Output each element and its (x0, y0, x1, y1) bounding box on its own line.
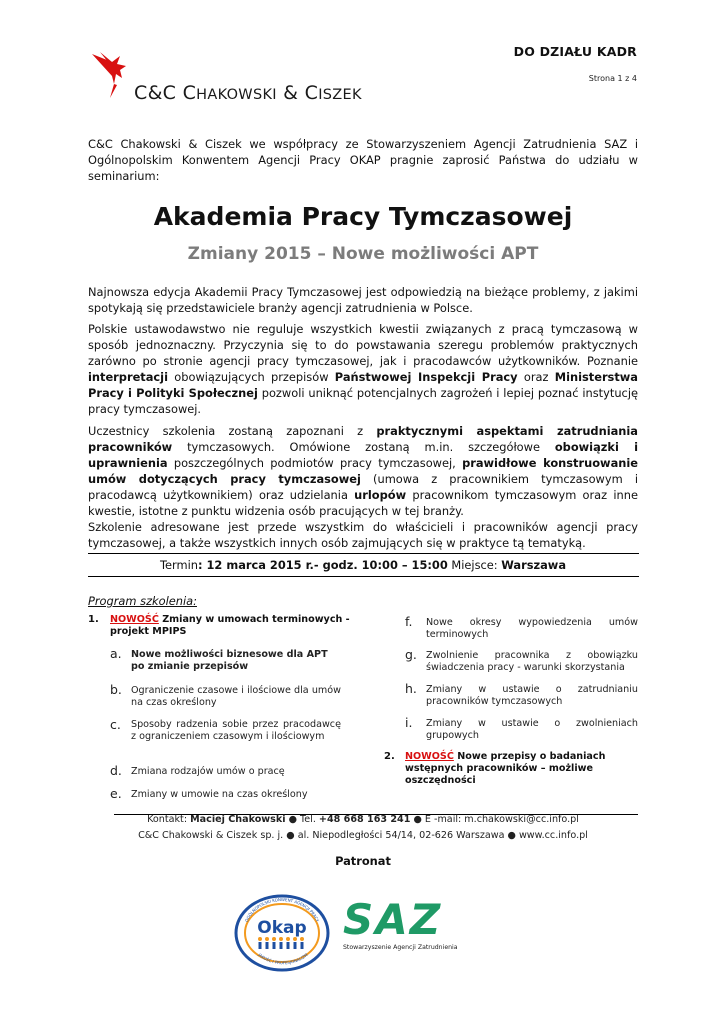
paragraph-1: Najnowsza edycja Akademii Pracy Tymczasowej jest odpowiedzią na bieżące problemy, z jakimi spotykają się przedstawiciele branży agencji zatrudnienia w Polsce. (88, 285, 638, 315)
program-item-number: 2. (384, 751, 395, 762)
sub-letter: a. (110, 646, 122, 661)
okap-logo-text: Okap (257, 918, 307, 938)
saz-logo-text: SAZ (343, 895, 443, 944)
sub-letter: d. (110, 763, 122, 778)
sub-letter: c. (110, 717, 121, 732)
sub-letter: h. (405, 681, 417, 696)
sub-letter: f. (405, 614, 413, 629)
sub-letter: g. (405, 647, 417, 662)
saz-logo-subtitle: Stowarzyszenie Agencji Zatrudnienia (343, 944, 458, 951)
sub-item-e: Zmiany w umowie na czas określony (131, 789, 308, 800)
sub-letter: i. (405, 715, 413, 730)
patronage-label: Patronat (335, 854, 391, 868)
sub-item-i: Zmiany w ustawie o zwolnieniach grupowych (426, 718, 638, 741)
intro-paragraph: C&C Chakowski & Ciszek we współpracy ze Stowarzyszeniem Agencji Zatrudnienia SAZ i Ogólnopolskim Konwentem Agencji Pracy OKAP pragnie zaprosić Państwa do udziału w seminarium: (88, 137, 638, 183)
contact-line-2: C&C Chakowski & Ciszek sp. j. ● al. Niepodległości 54/14, 02-626 Warszawa ● www.cc.info.pl (138, 830, 588, 841)
paragraph-2: Polskie ustawodawstwo nie reguluje wszystkich kwestii związanych z pracą tymczasową w sposób jednoznaczny. Przyczynia się to do powstawania szeregu problemów praktycznych zarówno po stronie agencji pracy tymczasowej, jak i pracodawców użytkowników. Poznanie interpretacji obowiązujących przepisów Państwowej Inspekcji Pracy oraz Ministerstwa Pracy i Polityki Społecznej pozwoli uniknąć potencjalnych zagrożeń i lepiej poznać instytucję pracy tymczasowej. (88, 322, 638, 416)
page-number: Strona 1 z 4 (588, 74, 637, 83)
saz-logo (343, 895, 473, 951)
sub-item-d: Zmiana rodzajów umów o pracę (131, 766, 285, 777)
program-heading: Program szkolenia: (88, 594, 197, 608)
seminar-date-place: Termin: 12 marca 2015 r.- godz. 10:00 – 15:00 Miejsce: Warszawa (159, 558, 567, 572)
sub-letter: b. (110, 682, 122, 697)
sub-item-f: Nowe okresy wypowiedzenia umów terminowych (426, 617, 638, 640)
paragraph-4: Szkolenie adresowane jest przede wszystkim do właścicieli i pracowników agencji pracy tymczasowej, a także wszystkich innych osób zajmujących się w praktyce tą tematyką. (88, 520, 638, 550)
sub-item-c: Sposoby radzenia sobie przez pracodawcę z ograniczeniem czasowym i ilościowym (131, 719, 341, 742)
program-item-2: NOWOŚĆ Nowe przepisy o badaniach wstępnych pracowników – możliwe oszczędności (405, 751, 606, 786)
company-logo-text: C&C CHAKOWSKI & CISZEK (134, 82, 362, 104)
program-item-1: NOWOŚĆ Zmiany w umowach terminowych - projekt MPIPS (110, 614, 350, 637)
program-item-number: 1. (88, 614, 99, 625)
divider-bottom (88, 576, 639, 577)
divider-top (88, 553, 639, 554)
paragraph-3: Uczestnicy szkolenia zostaną zapoznani z praktycznymi aspektami zatrudniania pracowników tymczasowych. Omówione zostaną m.in. szczegółowe obowiązki i uprawnienia poszczególnych podmiotów pracy tymczasowej, prawidłowe konstruowanie umów dotyczących pracy tymczasowej (umowa z pracownikiem tymczasowym i pracodawcą użytkownikiem) oraz udzielania urlopów pracownikom tymczasowym oraz inne kwestie, istotne z punktu widzenia osób pracujących w tej branży. (88, 424, 638, 518)
okap-ring-bottom: JAKOŚĆ I PROFESJONALIZM (257, 952, 309, 966)
sub-letter: e. (110, 786, 122, 801)
seminar-title: Akademia Pracy Tymczasowej (153, 202, 573, 231)
hummingbird-logo-icon (90, 50, 138, 102)
contact-line-1: Kontakt: Maciej Chakowski ● Tel. +48 668 163 241 ● E -mail: m.chakowski@cc.info.pl (147, 814, 579, 825)
seminar-subtitle: Zmiany 2015 – Nowe możliwości APT (187, 244, 539, 264)
sub-item-g: Zwolnienie pracownika z obowiązku świadczenia pracy - warunki skorzystania (426, 650, 638, 673)
sub-item-h: Zmiany w ustawie o zatrudnianiu pracowników tymczasowych (426, 684, 638, 707)
department-label: DO DZIAŁU KADR (513, 44, 637, 59)
okap-ring-top: OGÓLNOPOLSKI KONWENT AGENCJI PRACY (243, 896, 321, 923)
okap-logo (234, 893, 330, 973)
sub-item-a: Nowe możliwości biznesowe dla APT po zmianie przepisów (131, 649, 328, 672)
sub-item-b: Ograniczenie czasowe i ilościowe dla umów na czas określony (131, 685, 341, 708)
